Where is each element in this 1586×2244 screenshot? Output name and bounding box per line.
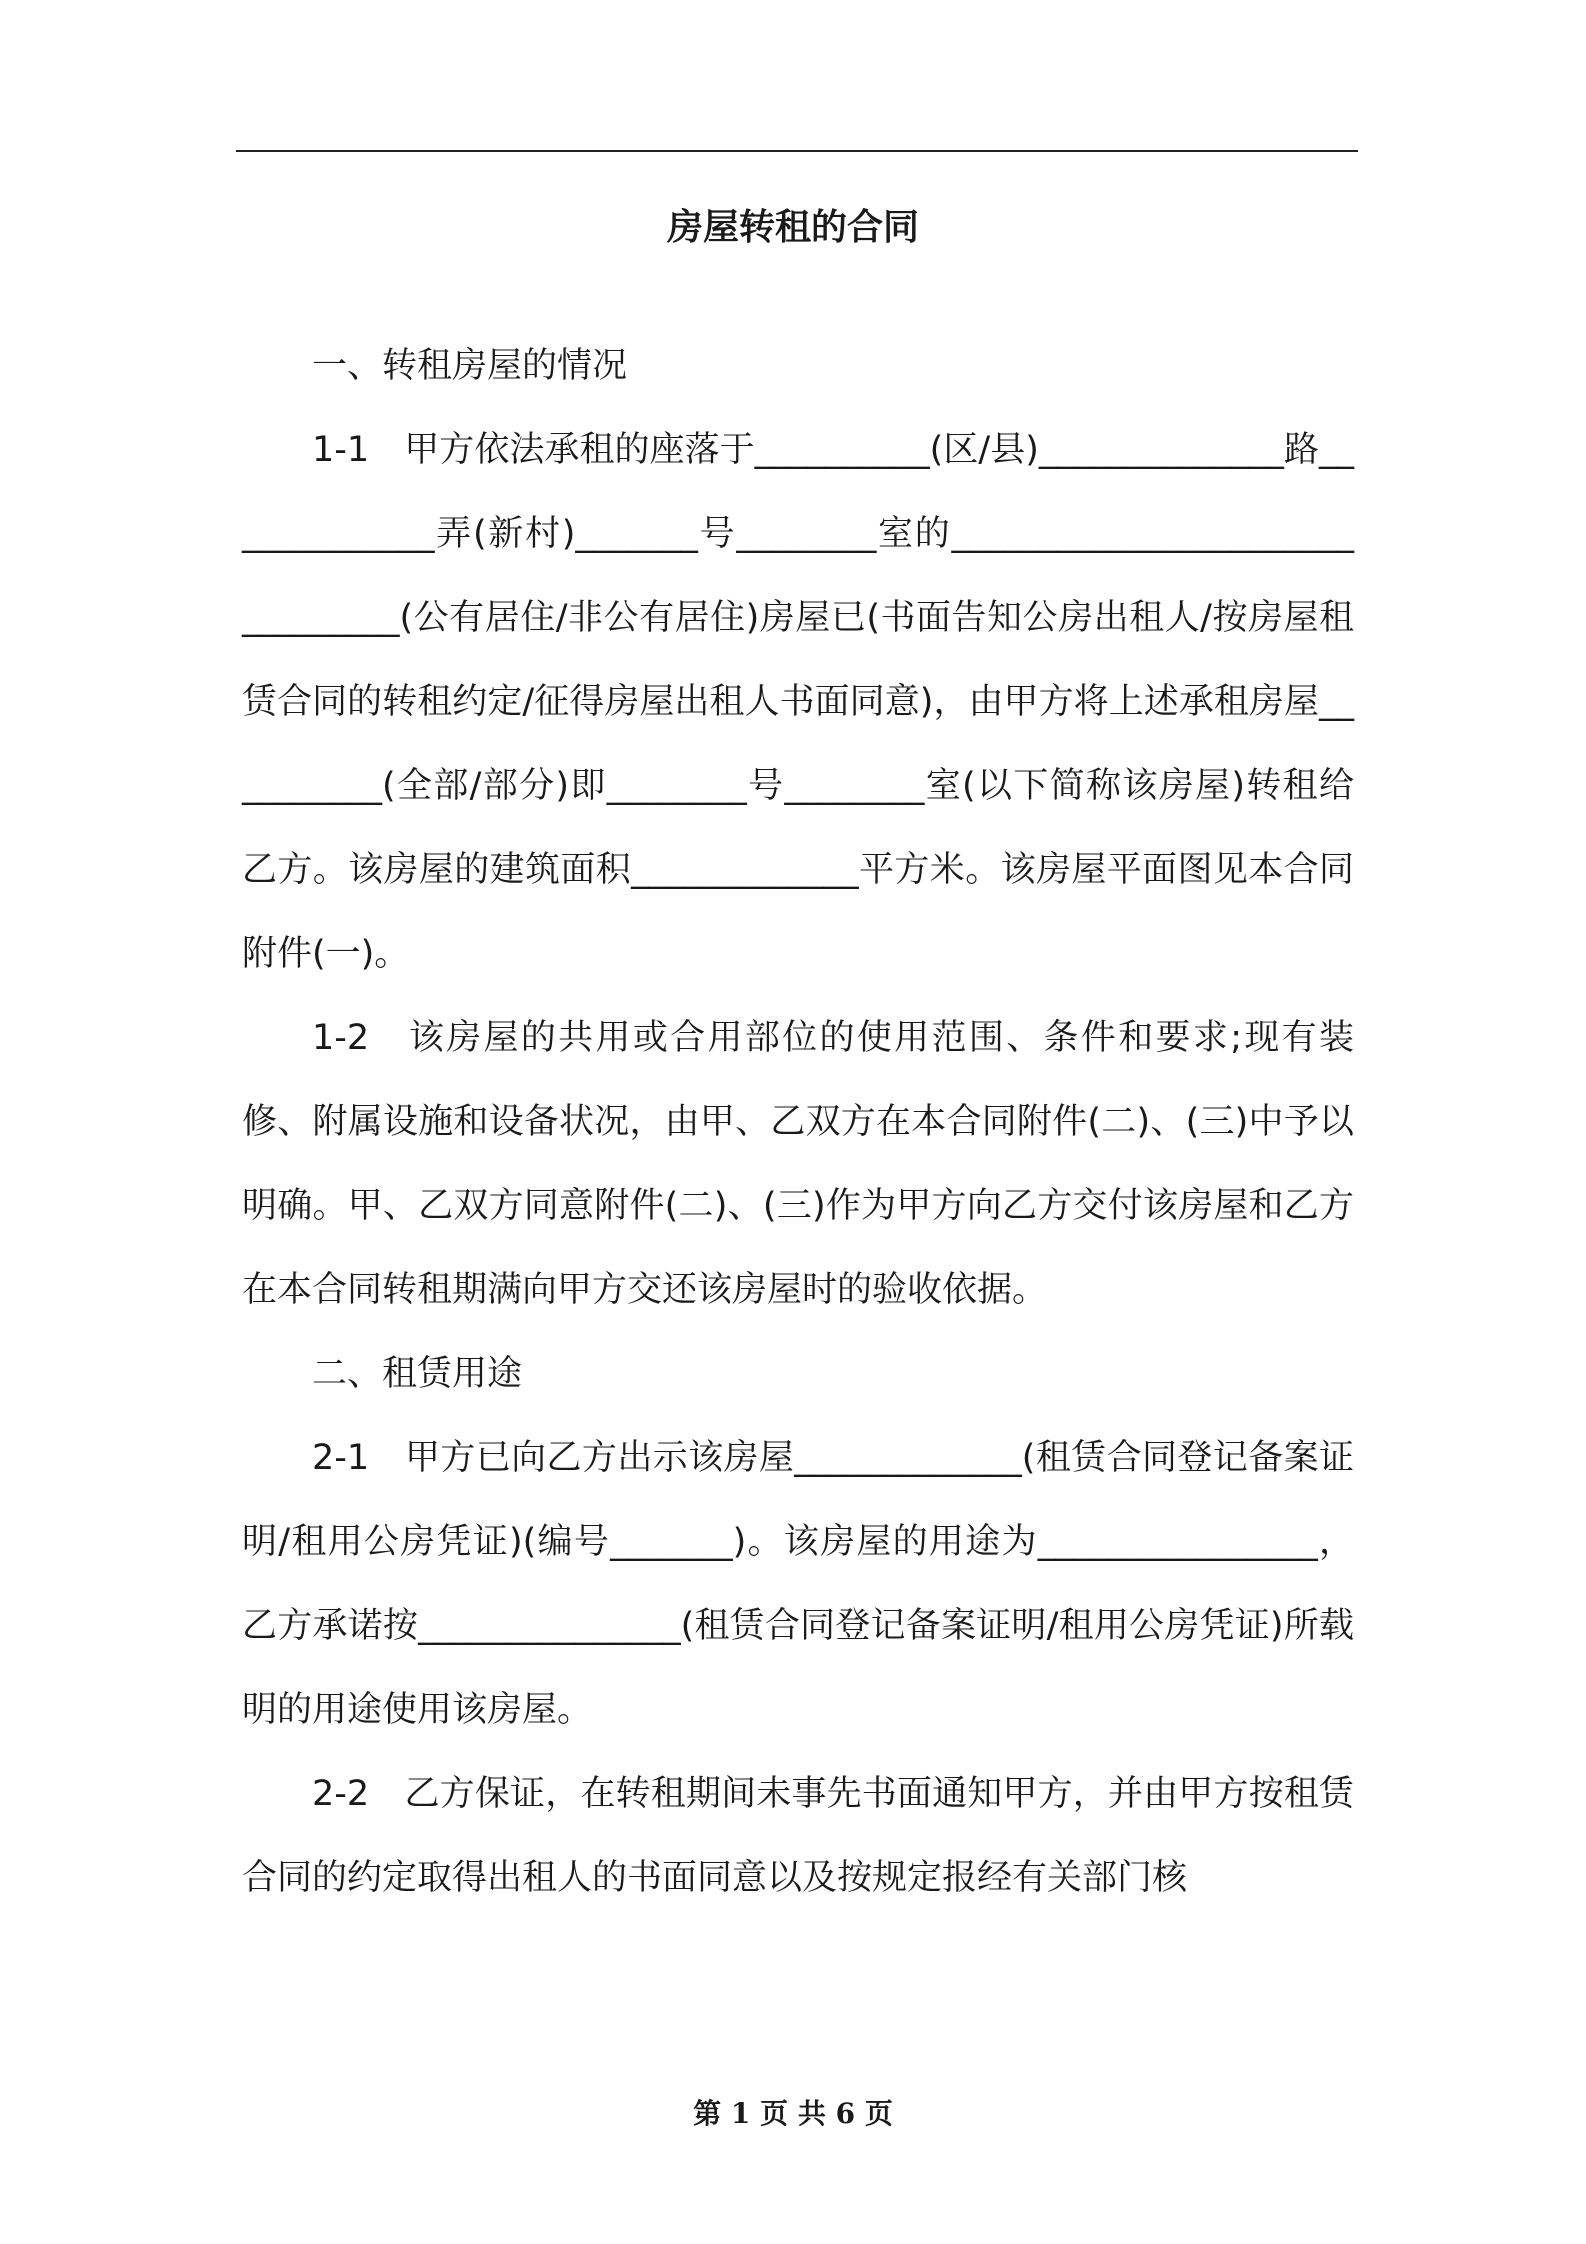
clause-2-2: 2-2 乙方保证，在转租期间未事先书面通知甲方，并由甲方按租赁合同的约定取得出租人的书面同意以及按规定报经有关部门核 [242, 1774, 1354, 1898]
clause-1-1: 1-1 甲方依法承租的座落于__________(区/县)______________路_____________弄(新村)_______号________室的________________________________(公有居住/非公有居住)房屋已(书面告知公房出租人/按房屋租赁合同的转租约定/征得房屋出租人书面同意)，由甲方将上述承租房屋__________(全部/部分)即________号________室(以下简称该房屋)转租给乙方。该房屋的建筑面积_____________平方米。该房屋平面图见本合同附件(一)。 [242, 430, 1354, 974]
page-number: 第 1 页 共 6 页 [693, 2097, 893, 2130]
clause-2-1: 2-1 甲方已向乙方出示该房屋_____________(租赁合同登记备案证明/租用公房凭证)(编号_______)。该房屋的用途为________________，乙方承诺按_______________(租赁合同登记备案证明/租用公房凭证)所载明的用途使用该房屋。 [242, 1438, 1354, 1730]
document-body [242, 324, 1354, 1920]
header-rule [236, 150, 1358, 152]
section-heading: 一、转租房屋的情况 [312, 346, 628, 386]
clause-1-2: 1-2 该房屋的共用或合用部位的使用范围、条件和要求;现有装修、附属设施和设备状况，由甲、乙双方在本合同附件(二)、(三)中予以明确。甲、乙双方同意附件(二)、(三)作为甲方向乙方交付该房屋和乙方在本合同转租期满向甲方交还该房屋时的验收依据。 [242, 1018, 1354, 1310]
document-title: 房屋转租的合同 [666, 207, 919, 248]
section-heading: 二、租赁用途 [312, 1354, 523, 1394]
